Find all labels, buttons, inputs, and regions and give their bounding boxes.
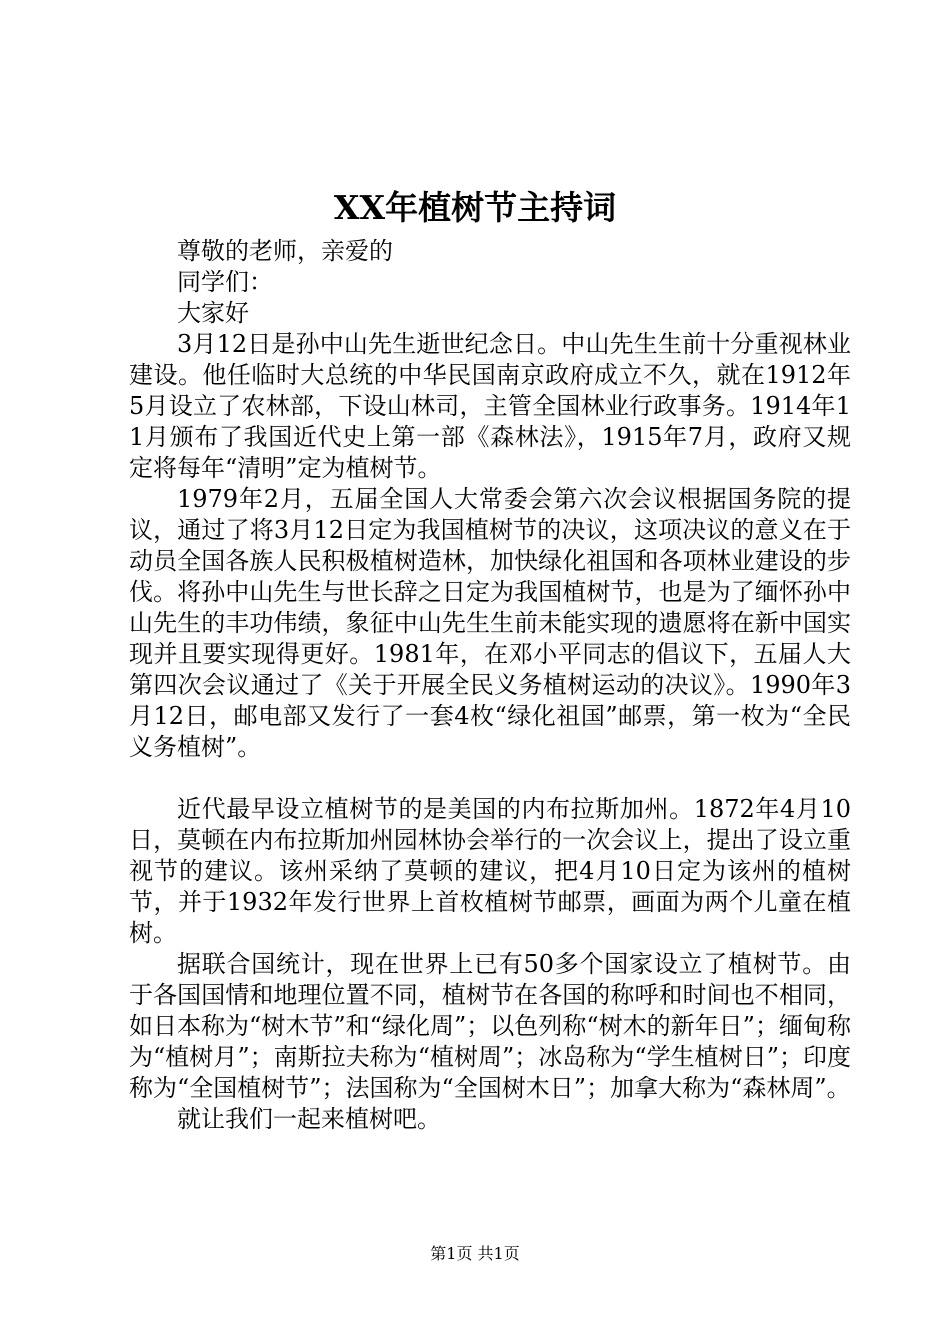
- document-title: XX年植树节主持词: [333, 188, 617, 227]
- closing-line: 就让我们一起来植树吧。: [177, 1105, 441, 1133]
- greeting-line-3: 大家好: [177, 299, 249, 327]
- body-paragraph: 1979年2月，五届全国人大常委会第六次会议根据国务院的提议，通过了将3月12日定为我国植树节的决议，这项决议的意义在于动员全国各族人民积极植树造林，加快绿化祖国和各项林业建设的步伐。将孙中山先生与世长辞之日定为我国植树节，也是为了缅怀孙中山先生的丰功伟绩，象征中山先生生前未能实现的遗愿将在新中国实现并且要实现得更好。1981年，在邓小平同志的倡议下，五届人大第四次会议通过了《关于开展全民义务植树运动的决议》。1990年3月12日，邮电部又发行了一套4枚“绿化祖国”邮票，第一枚为“全民义务植树”。: [129, 485, 851, 761]
- body-paragraph: 近代最早设立植树节的是美国的内布拉斯加州。1872年4月10日，莫顿在内布拉斯加州园林协会举行的一次会议上，提出了设立重视节的建议。该州采纳了莫顿的建议，把4月10日定为该州的植树节，并于1932年发行世界上首枚植树节邮票，画面为两个儿童在植树。: [129, 795, 851, 947]
- page-footer: 第1页 共1页: [430, 1244, 520, 1263]
- body-paragraph: 据联合国统计，现在世界上已有50多个国家设立了植树节。由于各国国情和地理位置不同，植树节在各国的称呼和时间也不相同，如日本称为“树木节”和“绿化周”；以色列称“树木的新年日”；缅甸称为“植树月”；南斯拉夫称为“植树周”；冰岛称为“学生植树日”；印度称为“全国植树节”；法国称为“全国树木日”；加拿大称为“森林周”。: [129, 950, 851, 1102]
- body-paragraph: 3月12日是孙中山先生逝世纪念日。中山先生生前十分重视林业建设。他任临时大总统的中华民国南京政府成立不久，就在1912年5月设立了农林部，下设山林司，主管全国林业行政事务。1914年11月颁布了我国近代史上第一部《森林法》，1915年7月，政府又规定将每年“清明”定为植树节。: [129, 330, 851, 482]
- document-body: [129, 236, 851, 1135]
- greeting-line-2: 同学们：: [177, 268, 273, 296]
- greeting-line-1: 尊敬的老师，亲爱的: [177, 237, 393, 265]
